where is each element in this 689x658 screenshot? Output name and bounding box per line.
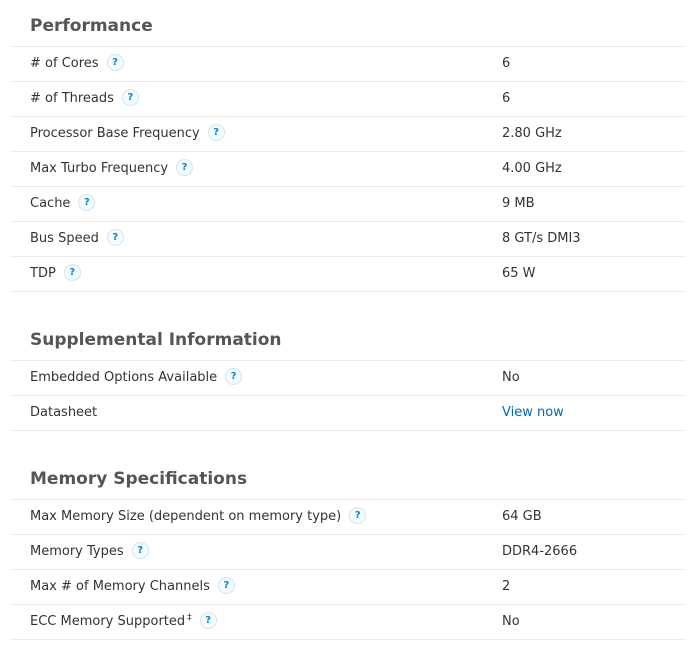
- spec-value: No: [502, 614, 520, 629]
- spec-label: # of Threads: [30, 91, 114, 106]
- spec-row-max-memory: [10, 500, 686, 535]
- spec-row-turbo-frequency: [10, 152, 686, 187]
- help-icon[interactable]: ?: [218, 577, 235, 594]
- help-icon[interactable]: ?: [78, 194, 95, 211]
- spec-value: 2.80 GHz: [502, 126, 562, 141]
- spec-value: 65 W: [502, 266, 536, 281]
- help-icon[interactable]: ?: [225, 368, 242, 385]
- spec-label: Processor Base Frequency: [30, 126, 200, 141]
- section-title-performance: Performance: [10, 6, 686, 47]
- help-icon[interactable]: ?: [349, 507, 366, 524]
- spec-label: Cache: [30, 196, 71, 211]
- spec-label: Bus Speed: [30, 231, 99, 246]
- spec-label: Embedded Options Available: [30, 370, 218, 385]
- help-icon[interactable]: ?: [107, 229, 124, 246]
- spec-row-ecc-memory: [10, 605, 686, 640]
- memory-section: [0, 459, 689, 640]
- performance-section: [0, 6, 689, 292]
- spec-row-datasheet: [10, 396, 686, 431]
- help-icon[interactable]: ?: [208, 124, 225, 141]
- footnote-marker: ‡: [187, 612, 192, 623]
- spec-row-base-frequency: [10, 117, 686, 152]
- spec-row-memory-types: [10, 535, 686, 570]
- spec-row-cache: [10, 187, 686, 222]
- spec-value: 64 GB: [502, 509, 542, 524]
- spec-value: 9 MB: [502, 196, 535, 211]
- spec-label: Datasheet: [30, 405, 98, 420]
- spec-value: 6: [502, 56, 511, 71]
- spec-value: DDR4-2666: [502, 544, 578, 559]
- spec-label: # of Cores: [30, 56, 99, 71]
- help-icon[interactable]: ?: [122, 89, 139, 106]
- help-icon[interactable]: ?: [176, 159, 193, 176]
- spec-value: 2: [502, 579, 511, 594]
- spec-row-embedded-options: [10, 361, 686, 396]
- help-icon[interactable]: ?: [107, 54, 124, 71]
- datasheet-link[interactable]: View now: [502, 405, 564, 420]
- help-icon[interactable]: ?: [132, 542, 149, 559]
- help-icon[interactable]: ?: [200, 612, 217, 629]
- spec-row-bus-speed: [10, 222, 686, 257]
- help-icon[interactable]: ?: [64, 264, 81, 281]
- supplemental-section: [0, 320, 689, 431]
- spec-value: 6: [502, 91, 511, 106]
- spec-label: Memory Types: [30, 544, 124, 559]
- spec-row-memory-channels: [10, 570, 686, 605]
- section-title-memory: Memory Specifications: [10, 459, 686, 500]
- spec-value: 4.00 GHz: [502, 161, 562, 176]
- spec-row-cores: [10, 47, 686, 82]
- spec-label: Max Memory Size (dependent on memory type): [30, 509, 342, 524]
- spec-label: ECC Memory Supported: [30, 614, 186, 629]
- spec-label: Max Turbo Frequency: [30, 161, 169, 176]
- spec-label: TDP: [30, 266, 56, 281]
- section-title-supplemental: Supplemental Information: [10, 320, 686, 361]
- spec-label: Max # of Memory Channels: [30, 579, 210, 594]
- spec-row-tdp: [10, 257, 686, 292]
- spec-value: No: [502, 370, 520, 385]
- spec-value: 8 GT/s DMI3: [502, 231, 581, 246]
- spec-row-threads: [10, 82, 686, 117]
